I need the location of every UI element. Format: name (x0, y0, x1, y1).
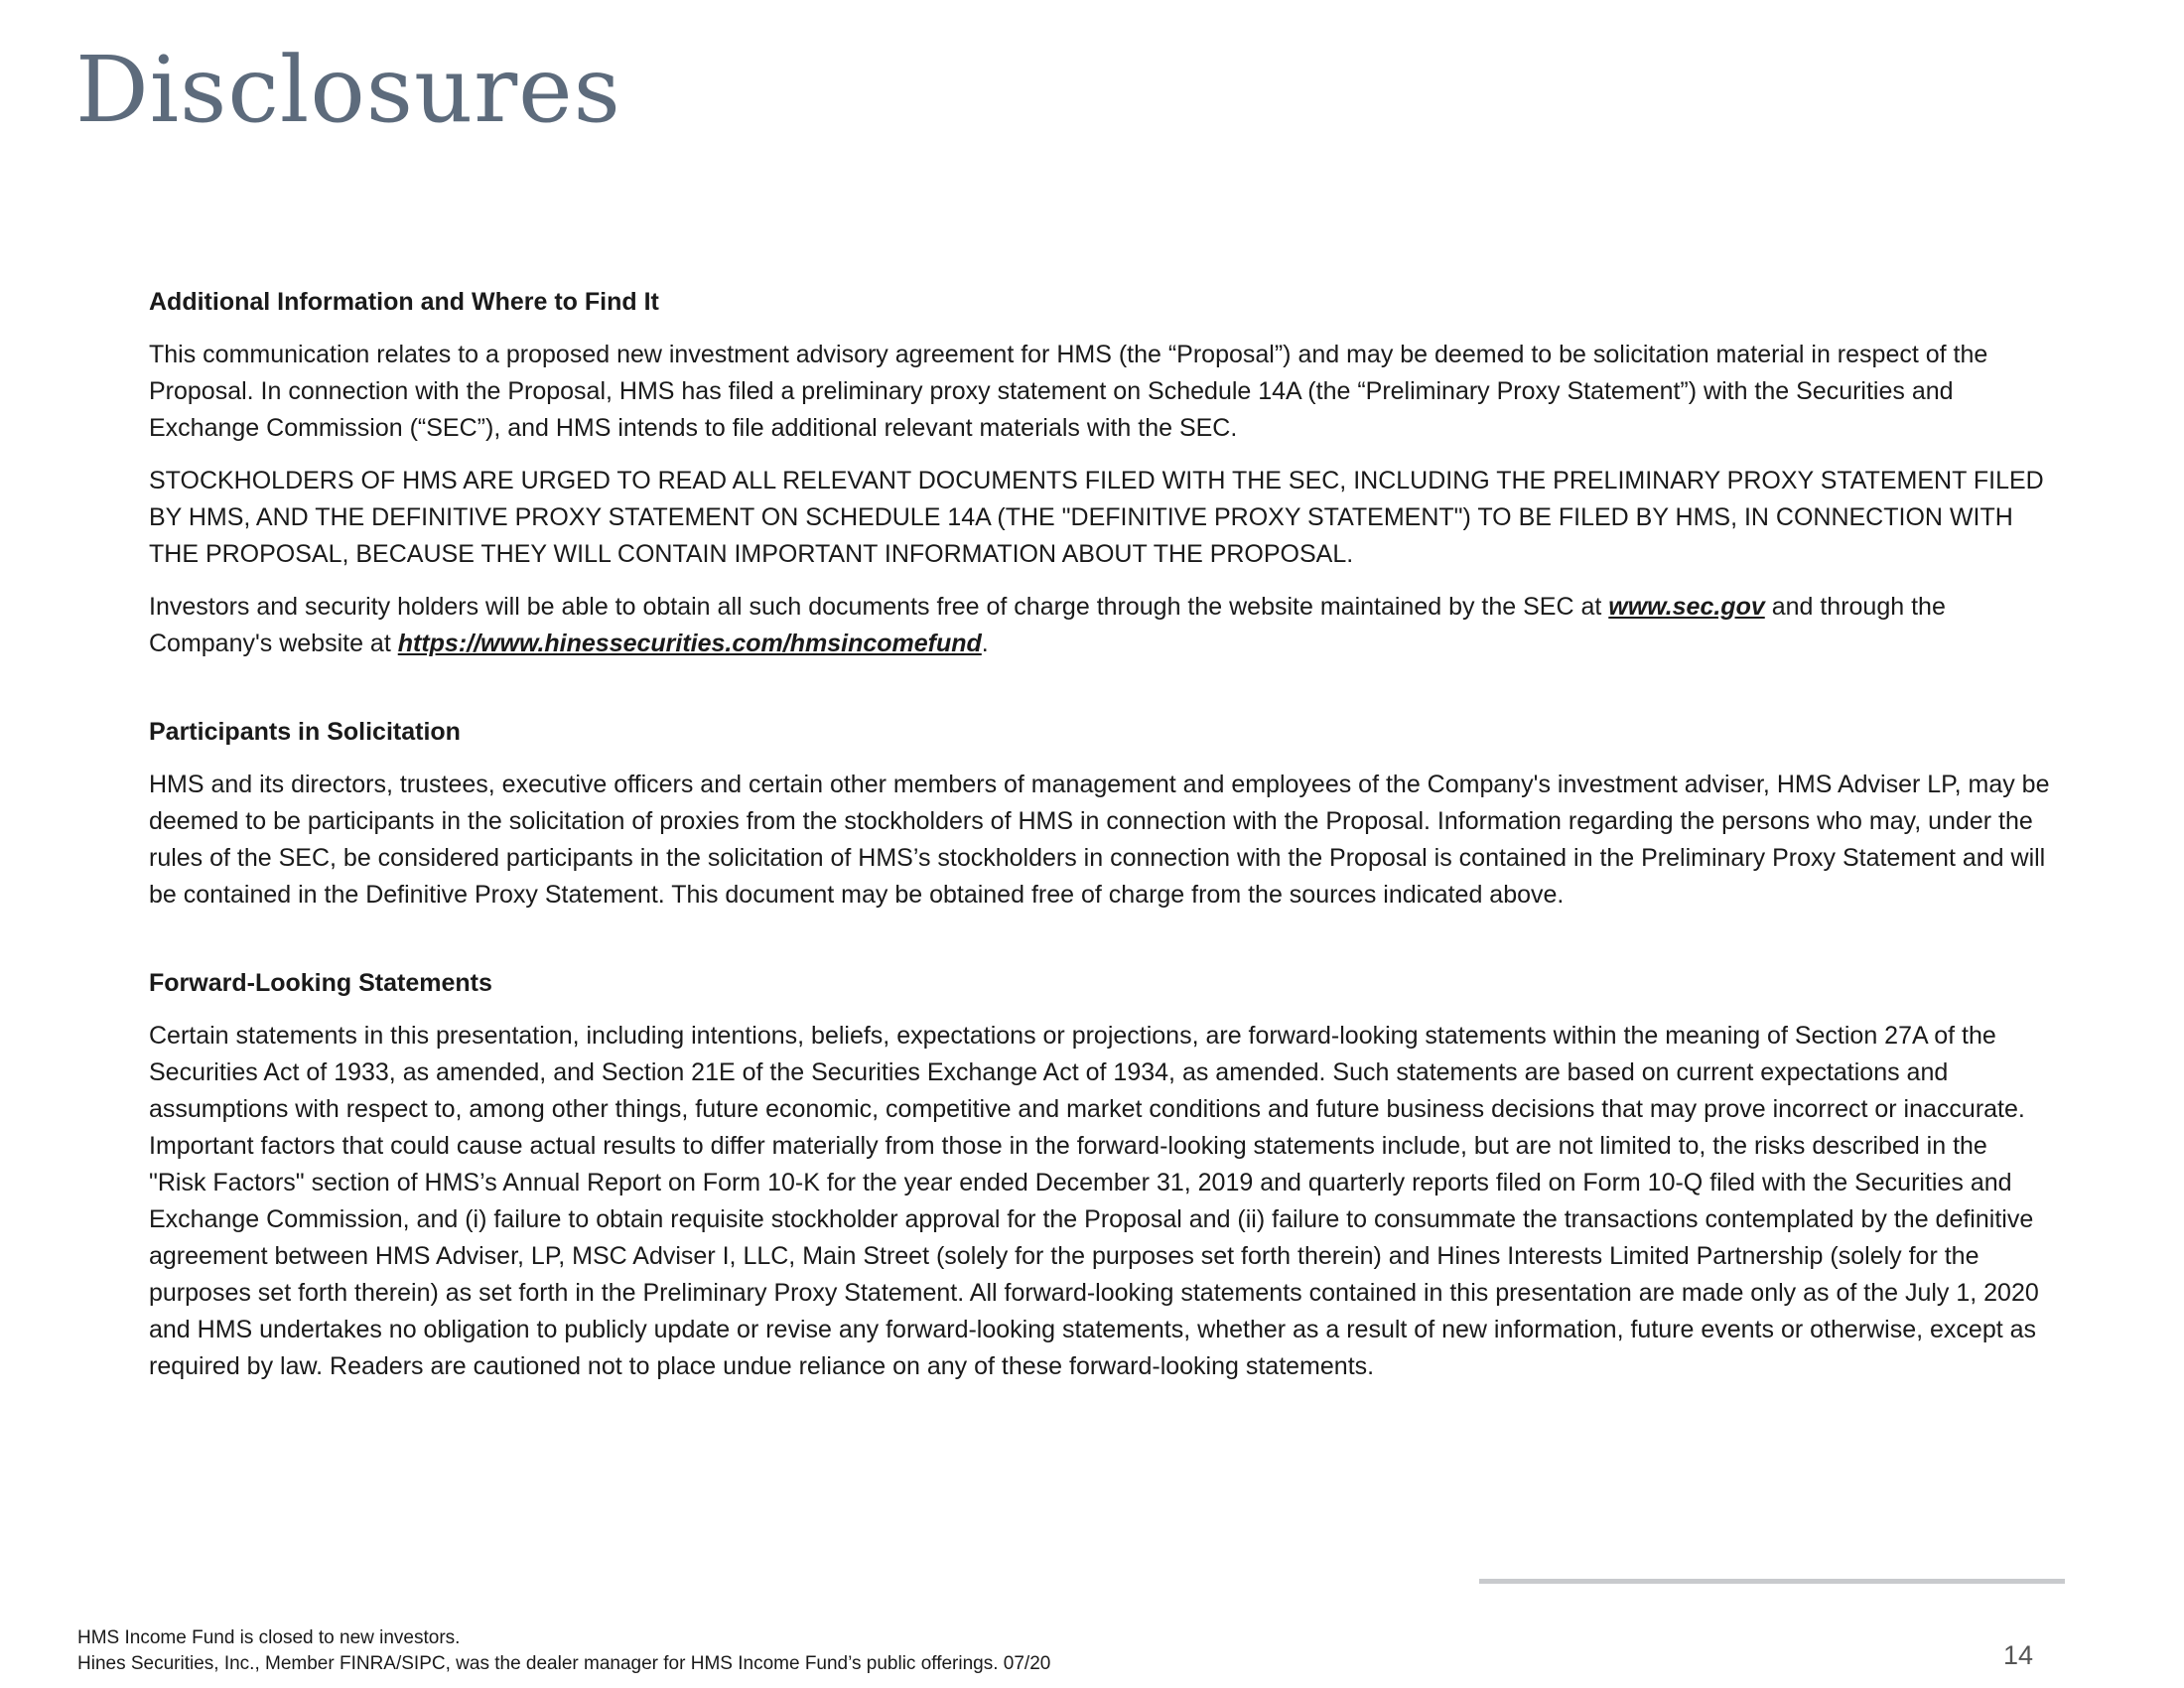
page-title: Disclosures (75, 37, 621, 143)
disclosures-content (149, 286, 2050, 1385)
forward-looking-section (149, 967, 2050, 1385)
footer-dealer-notice: Hines Securities, Inc., Member FINRA/SIPC, was the dealer manager for HMS Income Fund’s public offerings. 07/20 (77, 1653, 1051, 1674)
company-website-link[interactable]: https://www.hinessecurities.com/hmsincomefund (397, 630, 982, 657)
section-heading-participants: Participants in Solicitation (149, 718, 461, 746)
participants-section (149, 716, 2050, 914)
footer (77, 1625, 1050, 1677)
document-availability-paragraph (149, 589, 2050, 662)
footer-closed-notice: HMS Income Fund is closed to new investors. (77, 1627, 461, 1648)
sec-website-link[interactable]: www.sec.gov (1608, 593, 1765, 621)
forward-looking-paragraph: Certain statements in this presentation, including intentions, beliefs, expectations or projections, are forward-looking statements within the meaning of Section 27A of the Securities Act of 1933, as amended, and Section 21E of the Securities Exchange Act of 1934, as amended. Such statements are based on current expectations and assumptions with respect to, among other things, future economic, competitive and market conditions and future business decisions that may prove incorrect or inaccurate. Important factors that could cause actual results to differ materially from those in the forward-looking statements include, but are not limited to, the risks described in the "Risk Factors" section of HMS’s Annual Report on Form 10-K for the year ended December 31, 2019 and quarterly reports filed on Form 10-Q filed with the Securities and Exchange Commission, and (i) failure to obtain requisite stockholder approval for the Proposal and (ii) failure to consummate the transactions contemplated by the definitive agreement between HMS Adviser, LP, MSC Adviser I, LLC, Main Street (solely for the purposes set forth therein) and Hines Interests Limited Partnership (solely for the purposes set forth therein) as set forth in the Preliminary Proxy Statement. All forward-looking statements contained in this presentation are made only as of the July 1, 2020 and HMS undertakes no obligation to publicly update or revise any forward-looking statements, whether as a result of new information, future events or otherwise, except as required by law. Readers are cautioned not to place undue reliance on any of these forward-looking statements. (149, 1022, 2039, 1380)
footer-divider (1479, 1579, 2065, 1584)
section-heading-additional-information: Additional Information and Where to Find It (149, 288, 659, 316)
stockholder-notice-paragraph: STOCKHOLDERS OF HMS ARE URGED TO READ ALL RELEVANT DOCUMENTS FILED WITH THE SEC, INCLUDING THE PRELIMINARY PROXY STATEMENT FILED BY HMS, AND THE DEFINITIVE PROXY STATEMENT ON SCHEDULE 14A (THE "DEFINITIVE PROXY STATEMENT") TO BE FILED BY HMS, IN CONNECTION WITH THE PROPOSAL, BECAUSE THEY WILL CONTAIN IMPORTANT INFORMATION ABOUT THE PROPOSAL. (149, 467, 2044, 568)
proposal-paragraph: This communication relates to a proposed new investment advisory agreement for HMS (the “Proposal”) and may be deemed to be solicitation material in respect of the Proposal. In connection with the Proposal, HMS has filed a preliminary proxy statement on Schedule 14A (the “Preliminary Proxy Statement”) with the Securities and Exchange Commission (“SEC”), and HMS intends to file additional relevant materials with the SEC. (149, 341, 1988, 442)
additional-information-section (149, 286, 2050, 662)
page-number: 14 (2002, 1640, 2033, 1670)
participants-paragraph: HMS and its directors, trustees, executive officers and certain other members of management and employees of the Company's investment adviser, HMS Adviser LP, may be deemed to be participants in the solicitation of proxies from the stockholders of HMS in connection with the Proposal. Information regarding the persons who may, under the rules of the SEC, be considered participants in the solicitation of HMS’s stockholders in connection with the Proposal is contained in the Preliminary Proxy Statement and will be contained in the Definitive Proxy Statement. This document may be obtained free of charge from the sources indicated above. (149, 771, 2050, 909)
availability-text-start: Investors and security holders will be able to obtain all such documents free of charge through the website maintained by the SEC at (149, 593, 1609, 621)
availability-text-end: . (981, 630, 989, 657)
section-heading-forward-looking: Forward-Looking Statements (149, 969, 492, 997)
availability-text-middle: and through the Company's website at (149, 593, 1946, 657)
